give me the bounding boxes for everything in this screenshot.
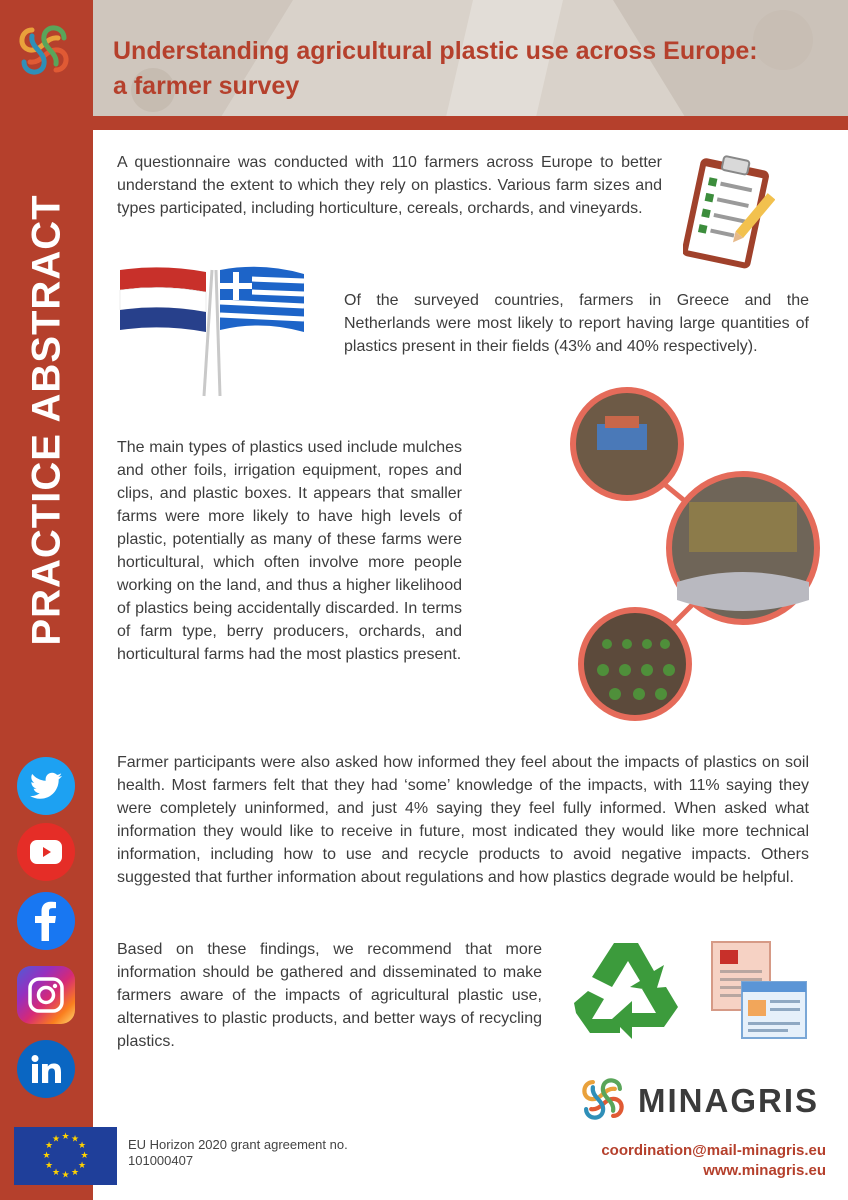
contact-info bbox=[601, 1141, 826, 1181]
intro-paragraph: A questionnaire was conducted with 110 farmers across Europe to better understand the extent to which they rely on plastics. Various farm sizes and types participated, including horticulture, cereals, orchards, and vineyards. bbox=[117, 154, 662, 217]
svg-text:★: ★ bbox=[44, 1161, 54, 1171]
svg-text:★: ★ bbox=[61, 1132, 70, 1142]
svg-text:★: ★ bbox=[51, 1134, 61, 1145]
svg-text:★: ★ bbox=[42, 1151, 51, 1161]
recommendation-paragraph: Based on these findings, we recommend that more information should be gathered and disseminated to make farmers aware of the impacts of agricultural plastic use, alternatives to plastic products, and better ways of recycling plastics. bbox=[117, 941, 542, 1050]
recycle-icon bbox=[572, 935, 680, 1041]
svg-text:★: ★ bbox=[61, 1170, 70, 1181]
countries-paragraph: Of the surveyed countries, farmers in Greece and the Netherlands were most likely to report having large quantities of plastics present in their fields (43% and 40% respectively). bbox=[344, 292, 809, 355]
twitter-icon[interactable] bbox=[17, 757, 75, 815]
svg-text:★: ★ bbox=[51, 1168, 61, 1178]
svg-text:★: ★ bbox=[44, 1141, 54, 1151]
grant-line-2: 101000407 bbox=[128, 1153, 194, 1168]
page-title bbox=[113, 34, 833, 104]
svg-text:★: ★ bbox=[77, 1161, 87, 1171]
title-line-2: a farmer survey bbox=[113, 72, 300, 100]
plastic-boxes-photo bbox=[573, 390, 681, 498]
farm-photos-collage bbox=[565, 382, 825, 726]
practice-abstract-label: PRACTICE ABSTRACT bbox=[24, 194, 69, 646]
svg-text:★: ★ bbox=[80, 1151, 89, 1161]
svg-text:★: ★ bbox=[77, 1141, 87, 1151]
documents-icon bbox=[708, 938, 810, 1042]
netherlands-greece-flags-icon bbox=[112, 262, 312, 398]
plastic-types-paragraph: The main types of plastics used include mulches and other foils, irrigation equipment, ropes and clips, and plastic boxes. It appears that smaller farms were more likely to have high levels of plastic, potentially as many of these farms were horticultural, which often involve more people working on the land, and thus a higher likelihood of plastics being accidentally discarded. In terms of farm type, berry producers, orchards, and horticultural farms had the most plastics present. bbox=[117, 439, 462, 663]
informed-paragraph: Farmer participants were also asked how informed they feel about the impacts of plastics on soil health. Most farmers felt that they had ‘some’ knowledge of the impacts, with 11% saying they were completely uninformed, and just 4% saying they feel fully informed. When asked what information they would like to receive in future, most indicated they would like more technical information, including how to use and recycle products to avoid negative impacts. Others suggested that further information about regulations and how plastics degrade would be helpful. bbox=[117, 754, 809, 886]
instagram-icon[interactable] bbox=[17, 966, 75, 1024]
svg-text:★: ★ bbox=[70, 1134, 80, 1145]
minagris-logo-icon bbox=[12, 18, 76, 82]
linkedin-icon[interactable] bbox=[17, 1040, 75, 1098]
youtube-icon[interactable] bbox=[17, 823, 75, 881]
contact-website[interactable]: www.minagris.eu bbox=[703, 1162, 826, 1179]
facebook-icon[interactable] bbox=[17, 892, 75, 950]
contact-email[interactable]: coordination@mail-minagris.eu bbox=[601, 1142, 826, 1159]
minagris-brand-logo-icon bbox=[574, 1072, 632, 1126]
svg-text:★: ★ bbox=[70, 1168, 80, 1178]
header-accent-bar bbox=[93, 116, 848, 130]
plastic-mulch-machine-photo bbox=[669, 474, 817, 622]
seedling-rows-photo bbox=[581, 610, 689, 718]
clipboard-checklist-icon bbox=[683, 150, 775, 272]
eu-flag-icon bbox=[14, 1127, 117, 1185]
brand-name: MINAGRIS bbox=[638, 1082, 819, 1119]
title-line-1: Understanding agricultural plastic use across Europe: bbox=[113, 37, 758, 65]
grant-line-1: EU Horizon 2020 grant agreement no. bbox=[128, 1137, 348, 1152]
grant-info bbox=[128, 1137, 388, 1169]
